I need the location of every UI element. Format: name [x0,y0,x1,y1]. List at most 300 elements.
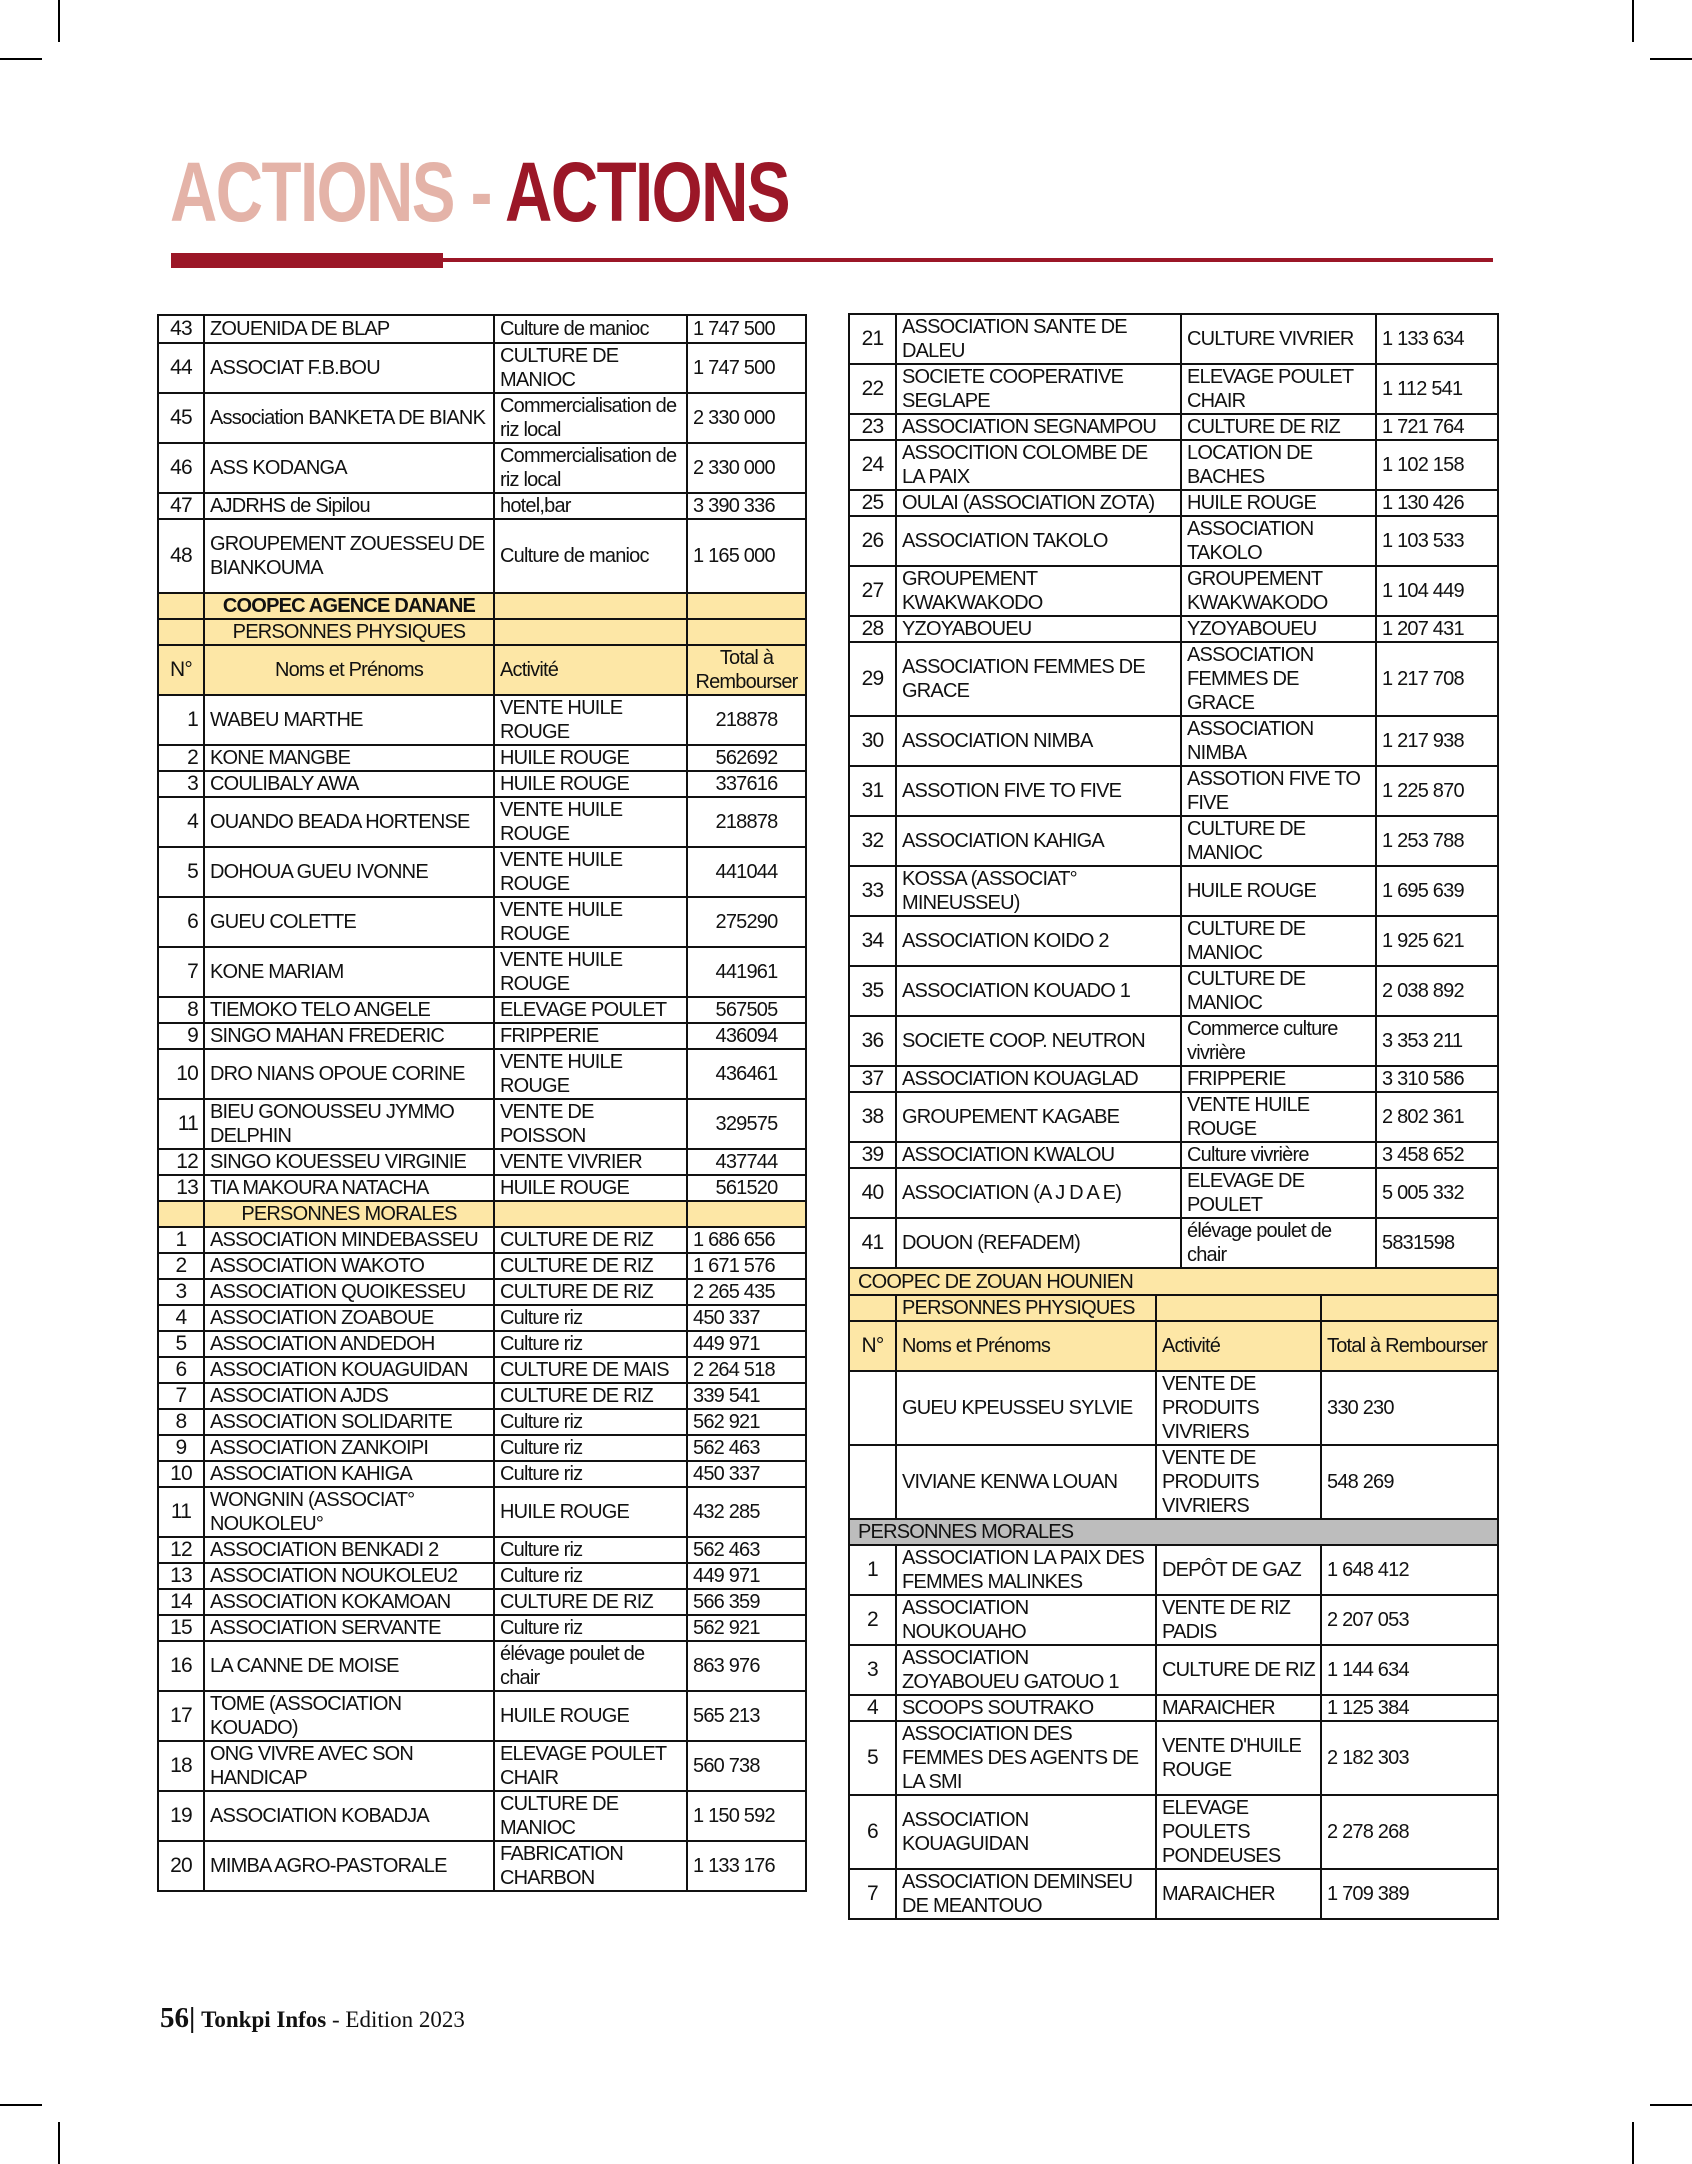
table-row [849,1092,1498,1142]
row-name: GUEU COLETTE [204,897,494,947]
row-activity: VENTE VIVRIER [494,1149,687,1175]
row-number: 15 [158,1615,204,1641]
table-row [849,440,1498,490]
row-activity: MARAICHER [1156,1695,1321,1721]
row-activity: ELEVAGE POULETS PONDEUSES [1156,1795,1321,1869]
row-number: 4 [158,1305,204,1331]
row-number: 22 [849,364,896,414]
table-row [849,414,1498,440]
row-name: GROUPEMENT KAGABE [896,1092,1181,1142]
table-row [158,847,806,897]
row-number: 6 [849,1795,896,1869]
row-activity: VENTE D'HUILE ROUGE [1156,1721,1321,1795]
row-activity: Commercialisation de riz local [494,443,687,493]
table-row [158,997,806,1023]
row-total: 562 463 [687,1537,806,1563]
row-total: 3 458 652 [1376,1142,1498,1168]
row-number: 40 [849,1168,896,1218]
table-row [849,1645,1498,1695]
table-row [849,1016,1498,1066]
row-number: 13 [158,1175,204,1201]
row-number: 25 [849,490,896,516]
row-number: 10 [158,1049,204,1099]
table-row [849,1721,1498,1795]
row-activity: Culture vivrière [1181,1142,1376,1168]
row-activity: Culture riz [494,1461,687,1487]
table-row [849,490,1498,516]
row-total: 2 802 361 [1376,1092,1498,1142]
row-number: 5 [158,1331,204,1357]
row-number: 24 [849,440,896,490]
row-activity: ELEVAGE POULET [494,997,687,1023]
row-name: YZOYABOUEU [896,616,1181,642]
row-name: ASSOCIATION DES FEMMES DES AGENTS DE LA SMI [896,1721,1156,1795]
table-row [849,1595,1498,1645]
row-number: 3 [158,771,204,797]
table-row [849,916,1498,966]
table-row [158,1563,806,1589]
row-activity: Culture de manioc [494,519,687,593]
left-continued-rows [158,315,806,593]
row-total: 1 747 500 [687,315,806,343]
row-name: ASSOCIATION DEMINSEU DE MEANTOUO [896,1869,1156,1919]
table-row [158,1099,806,1149]
row-total: 1 144 634 [1321,1645,1498,1695]
row-name: ASSOCITION COLOMBE DE LA PAIX [896,440,1181,490]
row-total: 329575 [687,1099,806,1149]
row-total: 562 921 [687,1409,806,1435]
table-row [158,1383,806,1409]
row-name: KOSSA (ASSOCIAT° MINEUSSEU) [896,866,1181,916]
row-name: ASSOCIATION KOUAGUIDAN [896,1795,1156,1869]
row-number: 2 [158,1253,204,1279]
row-number: 4 [849,1695,896,1721]
row-total: 1 217 938 [1376,716,1498,766]
table-row [849,1545,1498,1595]
row-number: 44 [158,343,204,393]
zouan-col-header-name: Noms et Prénoms [896,1321,1156,1371]
col-header-activity: Activité [494,645,687,695]
row-number: 6 [158,897,204,947]
row-number: 33 [849,866,896,916]
row-total: 437744 [687,1149,806,1175]
row-total: 2 182 303 [1321,1721,1498,1795]
row-number: 34 [849,916,896,966]
row-total: 562 921 [687,1615,806,1641]
row-total: 1 207 431 [1376,616,1498,642]
row-number: 48 [158,519,204,593]
publication-name: Tonkpi Infos [201,2007,327,2032]
row-activity: Culture riz [494,1537,687,1563]
row-number: 11 [158,1099,204,1149]
row-activity: HUILE ROUGE [494,1691,687,1741]
table-row [158,519,806,593]
row-number: 7 [158,947,204,997]
row-total: 562 463 [687,1435,806,1461]
row-name: TOME (ASSOCIATION KOUADO) [204,1691,494,1741]
row-number: 29 [849,642,896,716]
row-number: 5 [158,847,204,897]
table-row [158,745,806,771]
table-row [849,1695,1498,1721]
zouan-morales-title: PERSONNES MORALES [849,1519,1498,1545]
col-header-name: Noms et Prénoms [204,645,494,695]
row-name: VIVIANE KENWA LOUAN [896,1445,1156,1519]
table-row [849,766,1498,816]
table-row [158,1641,806,1691]
row-total: 3 353 211 [1376,1016,1498,1066]
row-name: DOUON (REFADEM) [896,1218,1181,1268]
table-row [158,1227,806,1253]
row-activity: VENTE DE RIZ PADIS [1156,1595,1321,1645]
row-total: 2 265 435 [687,1279,806,1305]
row-total: 449 971 [687,1563,806,1589]
row-activity: ASSOCIATION FEMMES DE GRACE [1181,642,1376,716]
crop-mark [1650,58,1692,60]
row-name: ASSOCIATION BENKADI 2 [204,1537,494,1563]
crop-mark [0,58,42,60]
row-number: 20 [158,1841,204,1891]
row-number: 7 [158,1383,204,1409]
zouan-morales-header [849,1519,1498,1545]
page-number: 56 [160,2002,189,2034]
row-activity: FABRICATION CHARBON [494,1841,687,1891]
row-number: 10 [158,1461,204,1487]
table-row [158,315,806,343]
row-name: MIMBA AGRO-PASTORALE [204,1841,494,1891]
zouan-col-header-total: Total à Rembourser [1321,1321,1498,1371]
row-number: 3 [849,1645,896,1695]
row-name: ASSOCIATION ZOYABOUEU GATOUO 1 [896,1645,1156,1695]
row-activity: HUILE ROUGE [494,771,687,797]
row-name: ASSOCIATION TAKOLO [896,516,1181,566]
left-table [157,314,807,1892]
row-total: 2 264 518 [687,1357,806,1383]
zouan-physiques-rows [849,1371,1498,1519]
table-row [158,1049,806,1099]
row-activity: Culture riz [494,1409,687,1435]
row-number: 21 [849,314,896,364]
row-activity: LOCATION DE BACHES [1181,440,1376,490]
row-name: ASSOCIATION WAKOTO [204,1253,494,1279]
row-activity: CULTURE DE MANIOC [1181,966,1376,1016]
table-row [158,1537,806,1563]
row-number: 4 [158,797,204,847]
row-total: 567505 [687,997,806,1023]
zouan-physiques-title: PERSONNES PHYSIQUES [896,1295,1156,1321]
row-number: 30 [849,716,896,766]
table-row [158,1305,806,1331]
row-activity: CULTURE DE RIZ [494,1227,687,1253]
row-name: DOHOUA GUEU IVONNE [204,847,494,897]
row-name: ASSOCIATION KAHIGA [204,1461,494,1487]
table-row [849,1371,1498,1445]
row-activity: DEPÔT DE GAZ [1156,1545,1321,1595]
row-number: 26 [849,516,896,566]
row-number: 41 [849,1218,896,1268]
row-number: 9 [158,1435,204,1461]
row-activity: CULTURE DE RIZ [494,1589,687,1615]
row-activity: HUILE ROUGE [494,745,687,771]
row-name: TIA MAKOURA NATACHA [204,1175,494,1201]
danane-physiques-rows [158,695,806,1201]
row-name: ASSOCIATION ANDEDOH [204,1331,494,1357]
row-number: 32 [849,816,896,866]
table-row [849,364,1498,414]
row-number: 14 [158,1589,204,1615]
row-total: 339 541 [687,1383,806,1409]
table-row [158,1279,806,1305]
row-total: 337616 [687,771,806,797]
row-activity: ASSOCIATION TAKOLO [1181,516,1376,566]
zouan-col-header-activity: Activité [1156,1321,1321,1371]
agency-danane-header [158,593,806,695]
row-name: ASSOCIATION ZANKOIPI [204,1435,494,1461]
table-row [849,1142,1498,1168]
row-name: WABEU MARTHE [204,695,494,745]
zouan-table [848,1269,1499,1920]
row-activity: FRIPPERIE [1181,1066,1376,1092]
row-activity: Culture riz [494,1305,687,1331]
table-row [849,642,1498,716]
row-name: ASSOCIATION KWALOU [896,1142,1181,1168]
row-name: ASSOTION FIVE TO FIVE [896,766,1181,816]
row-activity: VENTE HUILE ROUGE [494,797,687,847]
table-row [849,716,1498,766]
row-total: 5831598 [1376,1218,1498,1268]
row-number: 27 [849,566,896,616]
table-row [849,314,1498,364]
table-row [849,1795,1498,1869]
row-number: 3 [158,1279,204,1305]
row-name: ASSOCIATION SERVANTE [204,1615,494,1641]
row-total: 1 102 158 [1376,440,1498,490]
row-name: ASSOCIATION AJDS [204,1383,494,1409]
row-name: ASSOCIATION SEGNAMPOU [896,414,1181,440]
right-table [848,313,1499,1269]
crop-mark [58,2122,60,2164]
row-name: WONGNIN (ASSOCIAT° NOUKOLEU° [204,1487,494,1537]
table-row [849,816,1498,866]
right-column [848,313,1497,1920]
row-total: 450 337 [687,1461,806,1487]
agency-title: COOPEC AGENCE DANANE [204,593,494,619]
row-total: 5 005 332 [1376,1168,1498,1218]
title-rule-thin [443,258,1493,262]
row-activity: HUILE ROUGE [1181,866,1376,916]
row-number: 1 [158,695,204,745]
row-total: 436094 [687,1023,806,1049]
row-activity: GROUPEMENT KWAKWAKODO [1181,566,1376,616]
danane-morales-header [158,1201,806,1227]
row-activity: élévage poulet de chair [494,1641,687,1691]
row-total: 1 150 592 [687,1791,806,1841]
row-total: 218878 [687,797,806,847]
row-activity: CULTURE DE RIZ [494,1253,687,1279]
row-total: 441044 [687,847,806,897]
row-activity: HUILE ROUGE [1181,490,1376,516]
row-name: ASSOCIATION KOIDO 2 [896,916,1181,966]
table-row [158,393,806,443]
table-row [849,516,1498,566]
section-morales-title: PERSONNES MORALES [204,1201,494,1227]
row-total: 2 038 892 [1376,966,1498,1016]
row-total: 1 695 639 [1376,866,1498,916]
table-row [158,1357,806,1383]
row-number: 46 [158,443,204,493]
row-number: 16 [158,1641,204,1691]
title-rule-thick [171,253,443,268]
row-total: 548 269 [1321,1445,1498,1519]
row-activity: VENTE HUILE ROUGE [494,847,687,897]
row-activity: VENTE DE PRODUITS VIVRIERS [1156,1371,1321,1445]
row-activity: CULTURE DE RIZ [1181,414,1376,440]
row-name: ASSOCIATION KAHIGA [896,816,1181,866]
danane-morales-rows [158,1227,806,1891]
row-name: ASSOCIAT F.B.BOU [204,343,494,393]
row-total: 1 112 541 [1376,364,1498,414]
table-row [158,1331,806,1357]
row-number: 7 [849,1869,896,1919]
table-row [158,1589,806,1615]
zouan-agency-title: COOPEC DE ZOUAN HOUNIEN [849,1269,1498,1295]
row-number: 28 [849,616,896,642]
crop-mark [1632,2122,1634,2164]
table-row [158,1175,806,1201]
row-total: 1 125 384 [1321,1695,1498,1721]
row-total: 330 230 [1321,1371,1498,1445]
row-name: ASSOCIATION KOBADJA [204,1791,494,1841]
row-activity: CULTURE DE MANIOC [494,343,687,393]
row-total: 1 133 176 [687,1841,806,1891]
row-number [849,1445,896,1519]
row-number: 31 [849,766,896,816]
row-name: ASSOCIATION KOKAMOAN [204,1589,494,1615]
row-total: 1 133 634 [1376,314,1498,364]
table-row [849,866,1498,916]
row-name: SOCIETE COOP. NEUTRON [896,1016,1181,1066]
row-activity: Culture de manioc [494,315,687,343]
row-total: 1 686 656 [687,1227,806,1253]
row-activity: CULTURE DE MANIOC [1181,916,1376,966]
row-total: 566 359 [687,1589,806,1615]
row-number: 43 [158,315,204,343]
left-column [157,314,805,1892]
row-total: 1 104 449 [1376,566,1498,616]
row-activity: VENTE DE PRODUITS VIVRIERS [1156,1445,1321,1519]
row-name: ASSOCIATION LA PAIX DES FEMMES MALINKES [896,1545,1156,1595]
row-activity: ELEVAGE DE POULET [1181,1168,1376,1218]
table-row [849,966,1498,1016]
row-activity: VENTE HUILE ROUGE [494,947,687,997]
row-name: ASSOCIATION NOUKOLEU2 [204,1563,494,1589]
row-name: OULAI (ASSOCIATION ZOTA) [896,490,1181,516]
row-total: 2 330 000 [687,393,806,443]
row-total: 1 648 412 [1321,1545,1498,1595]
row-name: KONE MANGBE [204,745,494,771]
row-total: 450 337 [687,1305,806,1331]
row-total: 1 709 389 [1321,1869,1498,1919]
row-activity: CULTURE DE MANIOC [1181,816,1376,866]
row-activity: CULTURE DE MANIOC [494,1791,687,1841]
row-number: 39 [849,1142,896,1168]
col-header-n: N° [158,645,204,695]
table-row [158,1461,806,1487]
table-row [158,493,806,519]
row-name: ASSOCIATION NOUKOUAHO [896,1595,1156,1645]
row-name: GROUPEMENT ZOUESSEU DE BIANKOUMA [204,519,494,593]
row-name: COULIBALY AWA [204,771,494,797]
table-row [158,897,806,947]
row-activity: CULTURE DE RIZ [494,1279,687,1305]
footer-separator: | [189,2002,196,2034]
row-name: ASSOCIATION FEMMES DE GRACE [896,642,1181,716]
crop-mark [1650,2104,1692,2106]
table-row [158,1409,806,1435]
row-number: 17 [158,1691,204,1741]
table-row [158,1149,806,1175]
row-total: 562692 [687,745,806,771]
row-activity: HUILE ROUGE [494,1175,687,1201]
row-name: ASSOCIATION SOLIDARITE [204,1409,494,1435]
table-row [849,1869,1498,1919]
row-activity: ELEVAGE POULET CHAIR [494,1741,687,1791]
row-activity: HUILE ROUGE [494,1487,687,1537]
edition-label: - Edition 2023 [332,2007,465,2032]
row-name: ASSOCIATION QUOIKESSEU [204,1279,494,1305]
table-row [158,1615,806,1641]
row-total: 441961 [687,947,806,997]
row-total: 436461 [687,1049,806,1099]
row-total: 2 330 000 [687,443,806,493]
row-total: 2 207 053 [1321,1595,1498,1645]
row-total: 561520 [687,1175,806,1201]
row-number: 1 [849,1545,896,1595]
table-row [849,616,1498,642]
title-dark: ACTIONS [505,145,789,239]
row-number: 38 [849,1092,896,1142]
row-name: Association BANKETA DE BIANK [204,393,494,443]
row-number: 45 [158,393,204,443]
row-number: 23 [849,414,896,440]
zouan-header [849,1269,1498,1371]
row-total: 1 925 621 [1376,916,1498,966]
row-name: DRO NIANS OPOUE CORINE [204,1049,494,1099]
table-row [158,343,806,393]
row-name: BIEU GONOUSSEU JYMMO DELPHIN [204,1099,494,1149]
row-name: ASSOCIATION KOUAGUIDAN [204,1357,494,1383]
row-number: 11 [158,1487,204,1537]
row-name: ASSOCIATION ZOABOUE [204,1305,494,1331]
crop-mark [1632,0,1634,42]
table-row [849,1066,1498,1092]
row-number: 8 [158,1409,204,1435]
row-activity: élévage poulet de chair [1181,1218,1376,1268]
table-row [849,566,1498,616]
row-number: 36 [849,1016,896,1066]
table-row [849,1218,1498,1268]
row-name: KONE MARIAM [204,947,494,997]
row-activity: Commercialisation de riz local [494,393,687,443]
row-number: 18 [158,1741,204,1791]
row-number: 13 [158,1563,204,1589]
table-row [158,947,806,997]
page-title [170,145,789,239]
row-total: 275290 [687,897,806,947]
zouan-morales-rows [849,1545,1498,1919]
row-number: 9 [158,1023,204,1049]
crop-mark [0,2104,42,2106]
